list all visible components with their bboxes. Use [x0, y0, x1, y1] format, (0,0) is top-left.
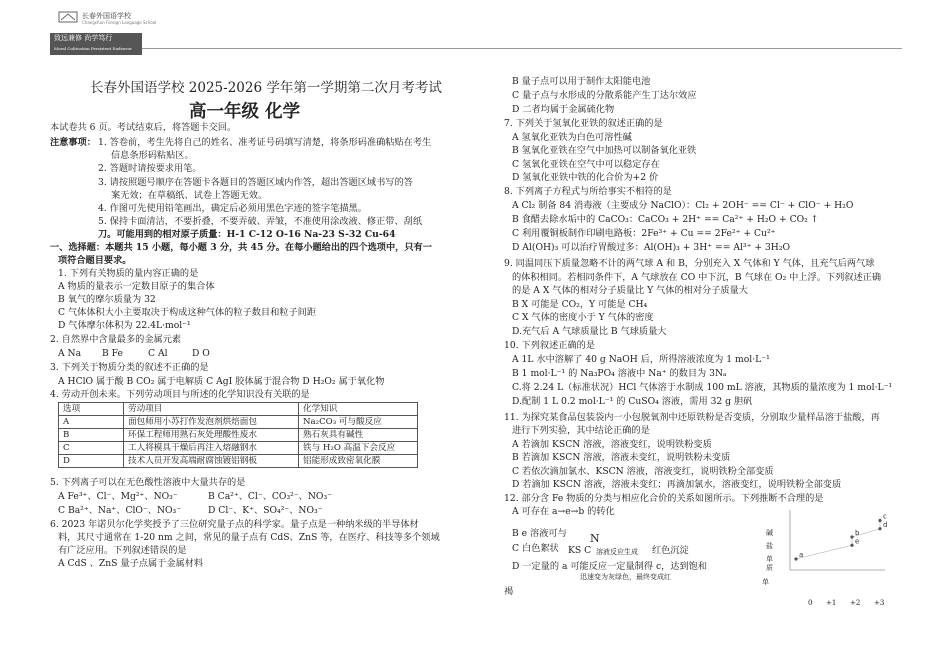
- chart-ylabel: 碱: [766, 529, 773, 537]
- q9-option: D.充气后 A 气球质量比 B 气球质量大: [512, 326, 667, 337]
- school-logo-icon: [58, 10, 78, 24]
- table-cell: A: [59, 416, 124, 429]
- q5-stem: 5. 下列离子可以在无色酸性溶液中大量共存的是: [50, 477, 246, 488]
- q4-stem: 4. 劳动开创未来。下列劳动项目与所述的化学知识没有关联的是: [50, 389, 310, 400]
- table-row: [59, 455, 418, 468]
- q1-option: A 物质的量表示一定数目原子的集合体: [58, 281, 215, 292]
- chart-xtick: 0: [808, 599, 813, 607]
- q9-option: C X 气体的密度小于 Y 气体的密度: [512, 312, 654, 323]
- q2-option: D O: [192, 348, 210, 359]
- q12-overlap-n: N: [590, 532, 600, 545]
- q6-option: D 二者均属于金属硫化物: [512, 104, 615, 115]
- section-heading: 一、选择题：本题共 15 小题，每小题 3 分，共 45 分。在每小题给出的四个选项中，只有一: [50, 242, 432, 253]
- q12-overlap-fragment: 迅速变为灰绿色，最终变成红: [580, 573, 671, 581]
- chart-ylabel: 盐: [766, 542, 773, 550]
- table-cell: C: [59, 442, 124, 455]
- exam-title: 长春外国语学校 2025-2026 学年第一学期第二次月考考试: [90, 80, 442, 96]
- q2-option: A Na: [58, 348, 82, 359]
- q11-option: C 若依次滴加氯水、KSCN 溶液，溶液变红，说明铁粉全部变质: [512, 466, 774, 477]
- chart-xtick: +3: [874, 599, 885, 607]
- q7-option: A 氢氧化亚铁为白色可溶性碱: [512, 132, 632, 143]
- q6-option: A CdS 、ZnS 量子点属于金属材料: [58, 558, 204, 569]
- chart-point-c: [878, 519, 881, 522]
- q7-option: C 氢氧化亚铁在空气中可以稳定存在: [512, 159, 660, 170]
- chart-xtick: +2: [850, 599, 861, 607]
- notice-line: 案无效；在草稿纸、试卷上答题无效。: [111, 190, 268, 201]
- q5-option: A Fe³⁺、Cl⁻、Mg²⁺、NO₃⁻: [58, 491, 178, 502]
- q8-option: C 利用覆铜板制作印刷电路板：2Fe³⁺ + Cu == 2Fe²⁺ + Cu²⁺: [512, 228, 776, 239]
- q8-option: D Al(OH)₃ 可以治疗胃酸过多：Al(OH)₃ + 3H⁺ == Al³⁺ + 3H₂O: [512, 242, 791, 253]
- table-header-row: [59, 403, 418, 416]
- q6-option: C 量子点与水形成的分散系能产生丁达尔效应: [512, 90, 697, 101]
- table-header-cell: 化学知识: [299, 403, 418, 416]
- q12-option: D 一定量的 a 可能反应一定量制得 c，达到饱和: [512, 561, 708, 572]
- q2-option: C Al: [148, 348, 168, 359]
- table-header-cell: 劳动项目: [124, 403, 299, 416]
- chart-point-label: e: [855, 537, 860, 546]
- motto-banner: [50, 33, 142, 55]
- table-cell: 技术人员开发高端耐腐蚀镀铝钢板: [124, 455, 299, 468]
- table-cell: 熟石灰具有碱性: [299, 429, 418, 442]
- q5-option: B Ca²⁺、Cl⁻、CO₃²⁻、NO₃⁻: [208, 491, 332, 502]
- q5-option: D Cl⁻、K⁺、SO₄²⁻、NO₃⁻: [208, 505, 323, 516]
- table-cell: 面包师用小苏打作发泡剂烘焙面包: [124, 416, 299, 429]
- chart-point-label: d: [883, 520, 888, 529]
- q12-overlap-fragment: 溶液反应生成: [596, 548, 638, 556]
- q8-option: B 食醋去除水垢中的 CaCO₃：CaCO₃ + 2H⁺ == Ca²⁺ + H₂O + CO₂ ↑: [512, 214, 819, 225]
- q8-option: A Cl₂ 制备 84 消毒液（主要成分 NaClO）：Cl₂ + 2OH⁻ == Cl⁻ + ClO⁻ + H₂O: [512, 200, 854, 211]
- q2-option: B Fe: [102, 348, 123, 359]
- q6-stem: 6. 2023 年诺贝尔化学奖授予了三位研究量子点的科学家。量子点是一种纳米级的半导体材: [50, 519, 419, 530]
- q6-option: B 量子点可以用于制作太阳能电池: [512, 76, 651, 87]
- q9-option: B X 可能是 CO₂，Y 可能是 CH₄: [512, 299, 648, 310]
- chart-point-label: c: [883, 512, 887, 521]
- q1-option: D 气体摩尔体积为 22.4L·mol⁻¹: [58, 320, 191, 331]
- atomic-mass-line: 刀。可能用到的相对原子质量：H-1 C-12 O-16 Na-23 S-32 Cu-64: [98, 229, 396, 240]
- table-cell: 铁与 H₂O 高温下会反应: [299, 442, 418, 455]
- q6-stem: 有广泛应用。下列叙述错误的是: [58, 545, 187, 556]
- q11-option: B 若滴加 KSCN 溶液，溶液未变红，说明铁粉未变质: [512, 452, 731, 463]
- q7-option: D 氢氧化亚铁中铁的化合价为+2 价: [512, 172, 659, 183]
- q4-table: [58, 402, 418, 468]
- school-logo-text: 长春外国语学校: [82, 12, 131, 20]
- exam-subtitle: 高一年级 化学: [189, 102, 301, 122]
- table-row: [59, 416, 418, 429]
- notice-line: 1. 答卷前，考生先将自己的姓名、准考证号码填写清楚，将条形码准确粘贴在考生: [98, 137, 432, 148]
- q1-option: C 气体体积大小主要取决于构成这种气体的粒子数目和粒子间距: [58, 307, 317, 318]
- q9-stem: 的体积相同。若相同条件下，A 气球放在 CO 中下沉，B 气球在 O₂ 中上浮。下列叙述正确: [512, 272, 882, 283]
- q1-option: B 氧气的摩尔质量为 32: [58, 294, 156, 305]
- q5-option: C Ba²⁺、Na⁺、ClO⁻、NO₃⁻: [58, 505, 182, 516]
- q3-options: A HClO 属于酸 B CO₂ 属于电解质 C AgI 胶体属于混合物 D H₂O₂ 属于氧化物: [58, 376, 385, 387]
- q9-option: 的是 A X 气体的相对分子质量比 Y 气体的相对分子质量大: [512, 285, 748, 296]
- chart-ylabel: 质: [766, 564, 773, 572]
- chart-point-label: b: [855, 529, 860, 537]
- q12-option: B e 溶液可与: [512, 528, 567, 539]
- table-cell: 环保工程师用熟石灰处理酸性废水: [124, 429, 299, 442]
- q3-stem: 3. 下列关于物质分类的叙述不正确的是: [50, 362, 209, 373]
- table-cell: Na₂CO₃ 可与酸反应: [299, 416, 418, 429]
- motto-en: Moral Cultivation Persistent Endeavor: [54, 46, 132, 51]
- q7-stem: 7. 下列关于氢氧化亚铁的叙述正确的是: [504, 118, 663, 129]
- chart-point-b: [850, 535, 853, 538]
- q12-option: A 可存在 a→e→b 的转化: [512, 506, 615, 517]
- q12-overflow: 褐: [504, 586, 514, 597]
- chart-point-e: [850, 544, 853, 547]
- q10-option: A 1L 水中溶解了 40 g NaOH 后，所得溶液浓度为 1 mol·L⁻¹: [512, 354, 770, 365]
- q12-option: C 白色絮状: [512, 543, 559, 554]
- notice-line: 5. 保持卡面清洁，不要折叠，不要弄破、弄皱，不准使用涂改液、修正带、刮纸: [98, 216, 423, 227]
- chart-link: [796, 545, 852, 559]
- chart-xtick: +1: [826, 599, 837, 607]
- q11-stem: 11. 为探究某食品包装袋内一小包脱氧剂中还原铁粉是否变质，分别取少量样品溶于盐酸，再: [504, 412, 880, 423]
- q6-stem: 料，其尺寸通常在 1-20 nm 之间，常见的量子点有 CdS、ZnS 等，在医疗、科技等多个领域: [58, 532, 440, 543]
- q11-option: A 若滴加 KSCN 溶液，溶液变红，说明铁粉变质: [512, 439, 712, 450]
- q1-stem: 1. 下列有关物质的量内容正确的是: [58, 268, 199, 279]
- notice-line: 3. 请按照题号顺序在答题卡各题目的答题区域内作答，超出答题区域书写的答: [98, 177, 413, 188]
- q10-option: B 1 mol·L⁻¹ 的 Na₃PO₄ 溶液中 Na⁺ 的数目为 3Nₐ: [512, 368, 727, 379]
- q10-option: D.配制 1 L 0.2 mol·L⁻¹ 的 CuSO₄ 溶液，需用 32 g 胆矾: [512, 396, 753, 407]
- notice-label: 注意事项：: [50, 137, 96, 148]
- q9-stem: 9. 同温同压下质量忽略不计的两气球 A 和 B，分别充入 X 气体和 Y 气体，且充气后两气球: [504, 258, 875, 269]
- section-heading-cont: 项符合题目要求。: [58, 255, 132, 266]
- chart-point-a: [794, 557, 797, 560]
- table-cell: 铝能形成致密氧化膜: [299, 455, 418, 468]
- notice-line: 2. 答题时请按要求用笔。: [98, 163, 202, 174]
- q12-overlap-ksc: KS C: [568, 545, 592, 556]
- q10-option: C.将 2.24 L（标准状况）HCl 气体溶于水制成 100 mL 溶液，其物质的量浓度为 1 mol·L⁻¹: [512, 382, 893, 393]
- notice-line: 信息条形码粘贴区。: [111, 150, 194, 161]
- notice-line: 4. 作图可先使用铅笔画出，确定后必须用黑色字迹的签字笔描黑。: [98, 203, 367, 214]
- q11-option: D 若滴加 KSCN 溶液，溶液未变红；再滴加氯水，溶液变红，说明铁粉全部变质: [512, 479, 842, 490]
- table-cell: 工人将模具干燥后再注入熔融钢水: [124, 442, 299, 455]
- school-logo-english: Changchun Foreign Language School: [82, 20, 157, 25]
- q12-overlap-fragment: 红色沉淀: [652, 545, 689, 556]
- header-rule: [50, 48, 902, 49]
- fe-valence-chart: [760, 510, 900, 605]
- chart-ylabel: 单: [766, 555, 773, 563]
- chart-xlabel: 单: [762, 578, 769, 586]
- table-cell: D: [59, 455, 124, 468]
- table-header-cell: 选项: [59, 403, 124, 416]
- table-row: [59, 429, 418, 442]
- table-cell: B: [59, 429, 124, 442]
- exam-intro: 本试卷共 6 页。考试结束后，将答题卡交回。: [50, 122, 237, 133]
- q7-option: B 氢氧化亚铁在空气中加热可以制备氧化亚铁: [512, 145, 697, 156]
- q10-stem: 10. 下列叙述正确的是: [504, 340, 596, 351]
- q12-stem: 12. 部分含 Fe 物质的分类与相应化合价的关系如图所示。下列推断不合理的是: [504, 493, 824, 504]
- q11-stem: 进行下列实验，其中结论正确的是: [512, 425, 650, 436]
- table-row: [59, 442, 418, 455]
- chart-point-d: [878, 527, 881, 530]
- q8-stem: 8. 下列离子方程式与所给事实不相符的是: [504, 186, 672, 197]
- chart-point-label: a: [799, 551, 804, 559]
- motto-cn: 致远兼修 尚学笃行: [54, 34, 113, 42]
- q2-stem: 2. 自然界中含量最多的金属元素: [50, 334, 182, 345]
